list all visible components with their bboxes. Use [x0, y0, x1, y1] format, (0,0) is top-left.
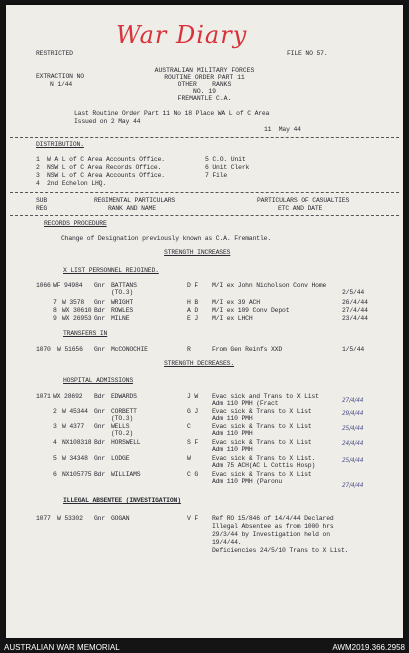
row-rank: Bdr [94, 439, 106, 446]
doc-title-3: OTHER RANKS [177, 81, 232, 88]
footer-institution: AUSTRALIAN WAR MEMORIAL [4, 643, 120, 652]
extraction-label: EXTRACTION NO [36, 73, 84, 80]
file-number: FILE NO 57. [287, 50, 328, 57]
distribution-item: 2 NSW L of C Area Records Office. [36, 164, 162, 171]
row-reg-no: W 4377 [62, 423, 85, 430]
row-sub: 4 [53, 439, 57, 446]
row-initials: D F [187, 282, 199, 289]
section-illegal-absentee: ILLEGAL ABSENTEE (INVESTIGATION) [63, 497, 181, 504]
row-name: WRIGHT [111, 299, 134, 306]
divider [10, 215, 399, 216]
last-order-line2: Issued on 2 May 44 [74, 118, 141, 125]
last-order-line1: Last Routine Order Part 11 No 18 Place WA L of C Area [74, 110, 270, 117]
row-name: McCONOCHIE [111, 346, 148, 353]
divider [10, 137, 399, 138]
distribution-item: 7 File [205, 172, 228, 179]
row-date: 27/4/44 [342, 307, 368, 314]
row-date: 27/4/44 [342, 483, 364, 489]
row-date: 29/4/44 [342, 411, 364, 417]
distribution-item: 5 C.O. Unit [205, 156, 246, 163]
row-sub: 5 [53, 455, 57, 462]
row-reg-no: WX 28692 [53, 393, 83, 400]
row-date: 2/5/44 [342, 289, 365, 296]
row-detail: Evac sick & Trans to X List. [212, 455, 316, 462]
row-name: BATTANS [111, 282, 137, 289]
row-detail: M/I ex 109 Conv Depot [212, 307, 290, 314]
col-particulars: REGIMENTAL PARTICULARS [94, 197, 176, 204]
section-x-list: X LIST PERSONNEL REJOINED. [63, 267, 159, 274]
row-reg-no: WX 30610 [62, 307, 92, 314]
col-etc-date: ETC AND DATE [278, 205, 323, 212]
row-initials: H B [187, 299, 199, 306]
row-rank: Gnr [94, 282, 106, 289]
row-initials: G J [187, 408, 199, 415]
row-name: ROWLES [111, 307, 134, 314]
row-name: GOGAN [111, 515, 130, 522]
distribution-item: 4 2nd Echelon LHQ. [36, 180, 107, 187]
row-rank: Bdr [94, 307, 106, 314]
row-reg-no: NX105775 [62, 471, 92, 478]
row-sub: 8 [53, 307, 57, 314]
doc-title-2: ROUTINE ORDER PART 11 [164, 74, 245, 81]
row-initials: C G [187, 471, 199, 478]
row-detail: Evac sick & Trans to X List [212, 471, 312, 478]
distribution-title: DISTRIBUTION. [36, 141, 84, 148]
row-reg-no: WF 94984 [53, 282, 83, 289]
col-reg: REG [36, 205, 48, 212]
row-sub: 1071 [36, 393, 51, 400]
col-casualties: PARTICULARS OF CASUALTIES [257, 197, 350, 204]
row-detail-2: Adm 75 ACH(AC L Cottis Hosp) [212, 462, 316, 469]
extraction-value: N 1/44 [50, 81, 73, 88]
doc-title-4: NO. 19 [192, 88, 216, 95]
distribution-item: 3 NSW L of C Area Accounts Office. [36, 172, 165, 179]
row-sub: 2 [53, 408, 57, 415]
row-initials: R [187, 346, 191, 353]
row-sub: 1066 [36, 282, 51, 289]
row-date: 24/4/44 [342, 441, 364, 447]
archive-footer [0, 640, 409, 653]
row-date: 26/4/44 [342, 299, 368, 306]
row-initials: J W [187, 393, 199, 400]
row-detail: Evac sick and Trans to X List [212, 393, 319, 400]
row-name: LODGE [111, 455, 130, 462]
row-rank: Gnr [94, 299, 106, 306]
row-date: 23/4/44 [342, 315, 368, 322]
row-name: HORSWELL [111, 439, 141, 446]
row-date: 25/4/44 [342, 426, 364, 432]
row-detail: M/I ex 39 ACH [212, 299, 260, 306]
section-transfers: TRANSFERS IN [63, 330, 108, 337]
col-rank-name: RANK AND NAME [108, 205, 156, 212]
row-name: MILNE [111, 315, 130, 322]
doc-title-1: AUSTRALIAN MILITARY FORCES [154, 67, 255, 74]
row-name: CORBETT [111, 408, 137, 415]
row-sub: 1077 [36, 515, 51, 522]
row-rank: Gnr [94, 423, 106, 430]
row-detail: Evac sick & Trans to X List [212, 423, 312, 430]
footer-accession-number: AWM2019.366.2958 [332, 643, 405, 652]
row-initials: W [187, 455, 191, 462]
row-name: WELLS [111, 423, 130, 430]
row-name: WILLIAMS [111, 471, 141, 478]
row-detail-2: Adm 110 PMH (Paronu [212, 478, 283, 485]
row-name: EDWARDS [111, 393, 137, 400]
row-rank: Bdr [94, 393, 106, 400]
row-date: 1/5/44 [342, 346, 365, 353]
row-reg-no: W 45344 [62, 408, 88, 415]
row-rank: Gnr [94, 408, 106, 415]
row-detail: Evac sick & Trans to X List [212, 439, 312, 446]
doc-title-5: FREMANTLE C.A. [177, 95, 232, 102]
row-rank: Gnr [94, 346, 106, 353]
row-detail: M/I ex John Nicholson Conv Home [212, 282, 327, 289]
row-reg-no: W 3578 [62, 299, 85, 306]
row-sub: 1070 [36, 346, 51, 353]
row-group: (TO.3) [111, 289, 134, 296]
row-detail-2: Illegal Absentee as from 1000 hrs [212, 523, 334, 530]
row-detail: M/I ex LHCH [212, 315, 253, 322]
row-detail: Evac sick & Trans to X List [212, 408, 312, 415]
row-reg-no: W 53302 [57, 515, 83, 522]
row-rank: Bdr [94, 471, 106, 478]
row-detail-4: 19/4/44. [212, 539, 242, 546]
row-date: 27/4/44 [342, 398, 364, 404]
divider [10, 192, 399, 193]
row-detail: From Gen Reinfs XXD [212, 346, 283, 353]
row-detail-5: Deficiencies 24/5/10 Trans to X List. [212, 547, 349, 554]
row-sub: 3 [53, 423, 57, 430]
section-strength-decreases: STRENGTH DECREASES. [164, 360, 235, 367]
section-strength-increases: STRENGTH INCREASES [164, 249, 231, 256]
row-detail-3: 29/3/44 by Investigation held on [212, 531, 330, 538]
row-reg-no: NX108318 [62, 439, 92, 446]
section-records: RECORDS PROCEDURE [44, 220, 107, 227]
distribution-item: 6 Unit Clerk [205, 164, 250, 171]
row-detail-2: Adm 110 PMH [212, 446, 253, 453]
row-date: 25/4/44 [342, 458, 364, 464]
row-sub: 6 [53, 471, 57, 478]
row-group: (TO.2) [111, 430, 134, 437]
order-date: 11 May 44 [264, 126, 301, 133]
row-group: (TO.3) [111, 415, 134, 422]
row-initials: S F [187, 439, 199, 446]
row-detail-2: Adm 110 PMH (Fract [212, 400, 279, 407]
document-page [6, 5, 403, 638]
distribution-item: 1 W A L of C Area Accounts Office. [36, 156, 165, 163]
row-detail-2: Adm 110 PMH [212, 430, 253, 437]
row-rank: Gnr [94, 455, 106, 462]
row-detail: Ref RO 15/846 of 14/4/44 Declared [212, 515, 334, 522]
col-sub: SUB [36, 197, 48, 204]
row-initials: C [187, 423, 191, 430]
designation-note: Change of Designation previously known as C.A. Fremantle. [61, 235, 272, 242]
row-reg-no: WX 26953 [62, 315, 92, 322]
restricted-label: RESTRICTED [36, 50, 73, 57]
handwritten-title: War Diary [116, 21, 248, 49]
row-sub: 9 [53, 315, 57, 322]
row-initials: A D [187, 307, 199, 314]
row-initials: E J [187, 315, 199, 322]
row-rank: Gnr [94, 515, 106, 522]
row-rank: Gnr [94, 315, 106, 322]
row-initials: V F [187, 515, 199, 522]
row-detail-2: Adm 110 PMH [212, 415, 253, 422]
row-reg-no: W 34348 [62, 455, 88, 462]
row-reg-no: W 51656 [57, 346, 83, 353]
section-hospital: HOSPITAL ADMISSIONS [63, 377, 134, 384]
row-sub: 7 [53, 299, 57, 306]
